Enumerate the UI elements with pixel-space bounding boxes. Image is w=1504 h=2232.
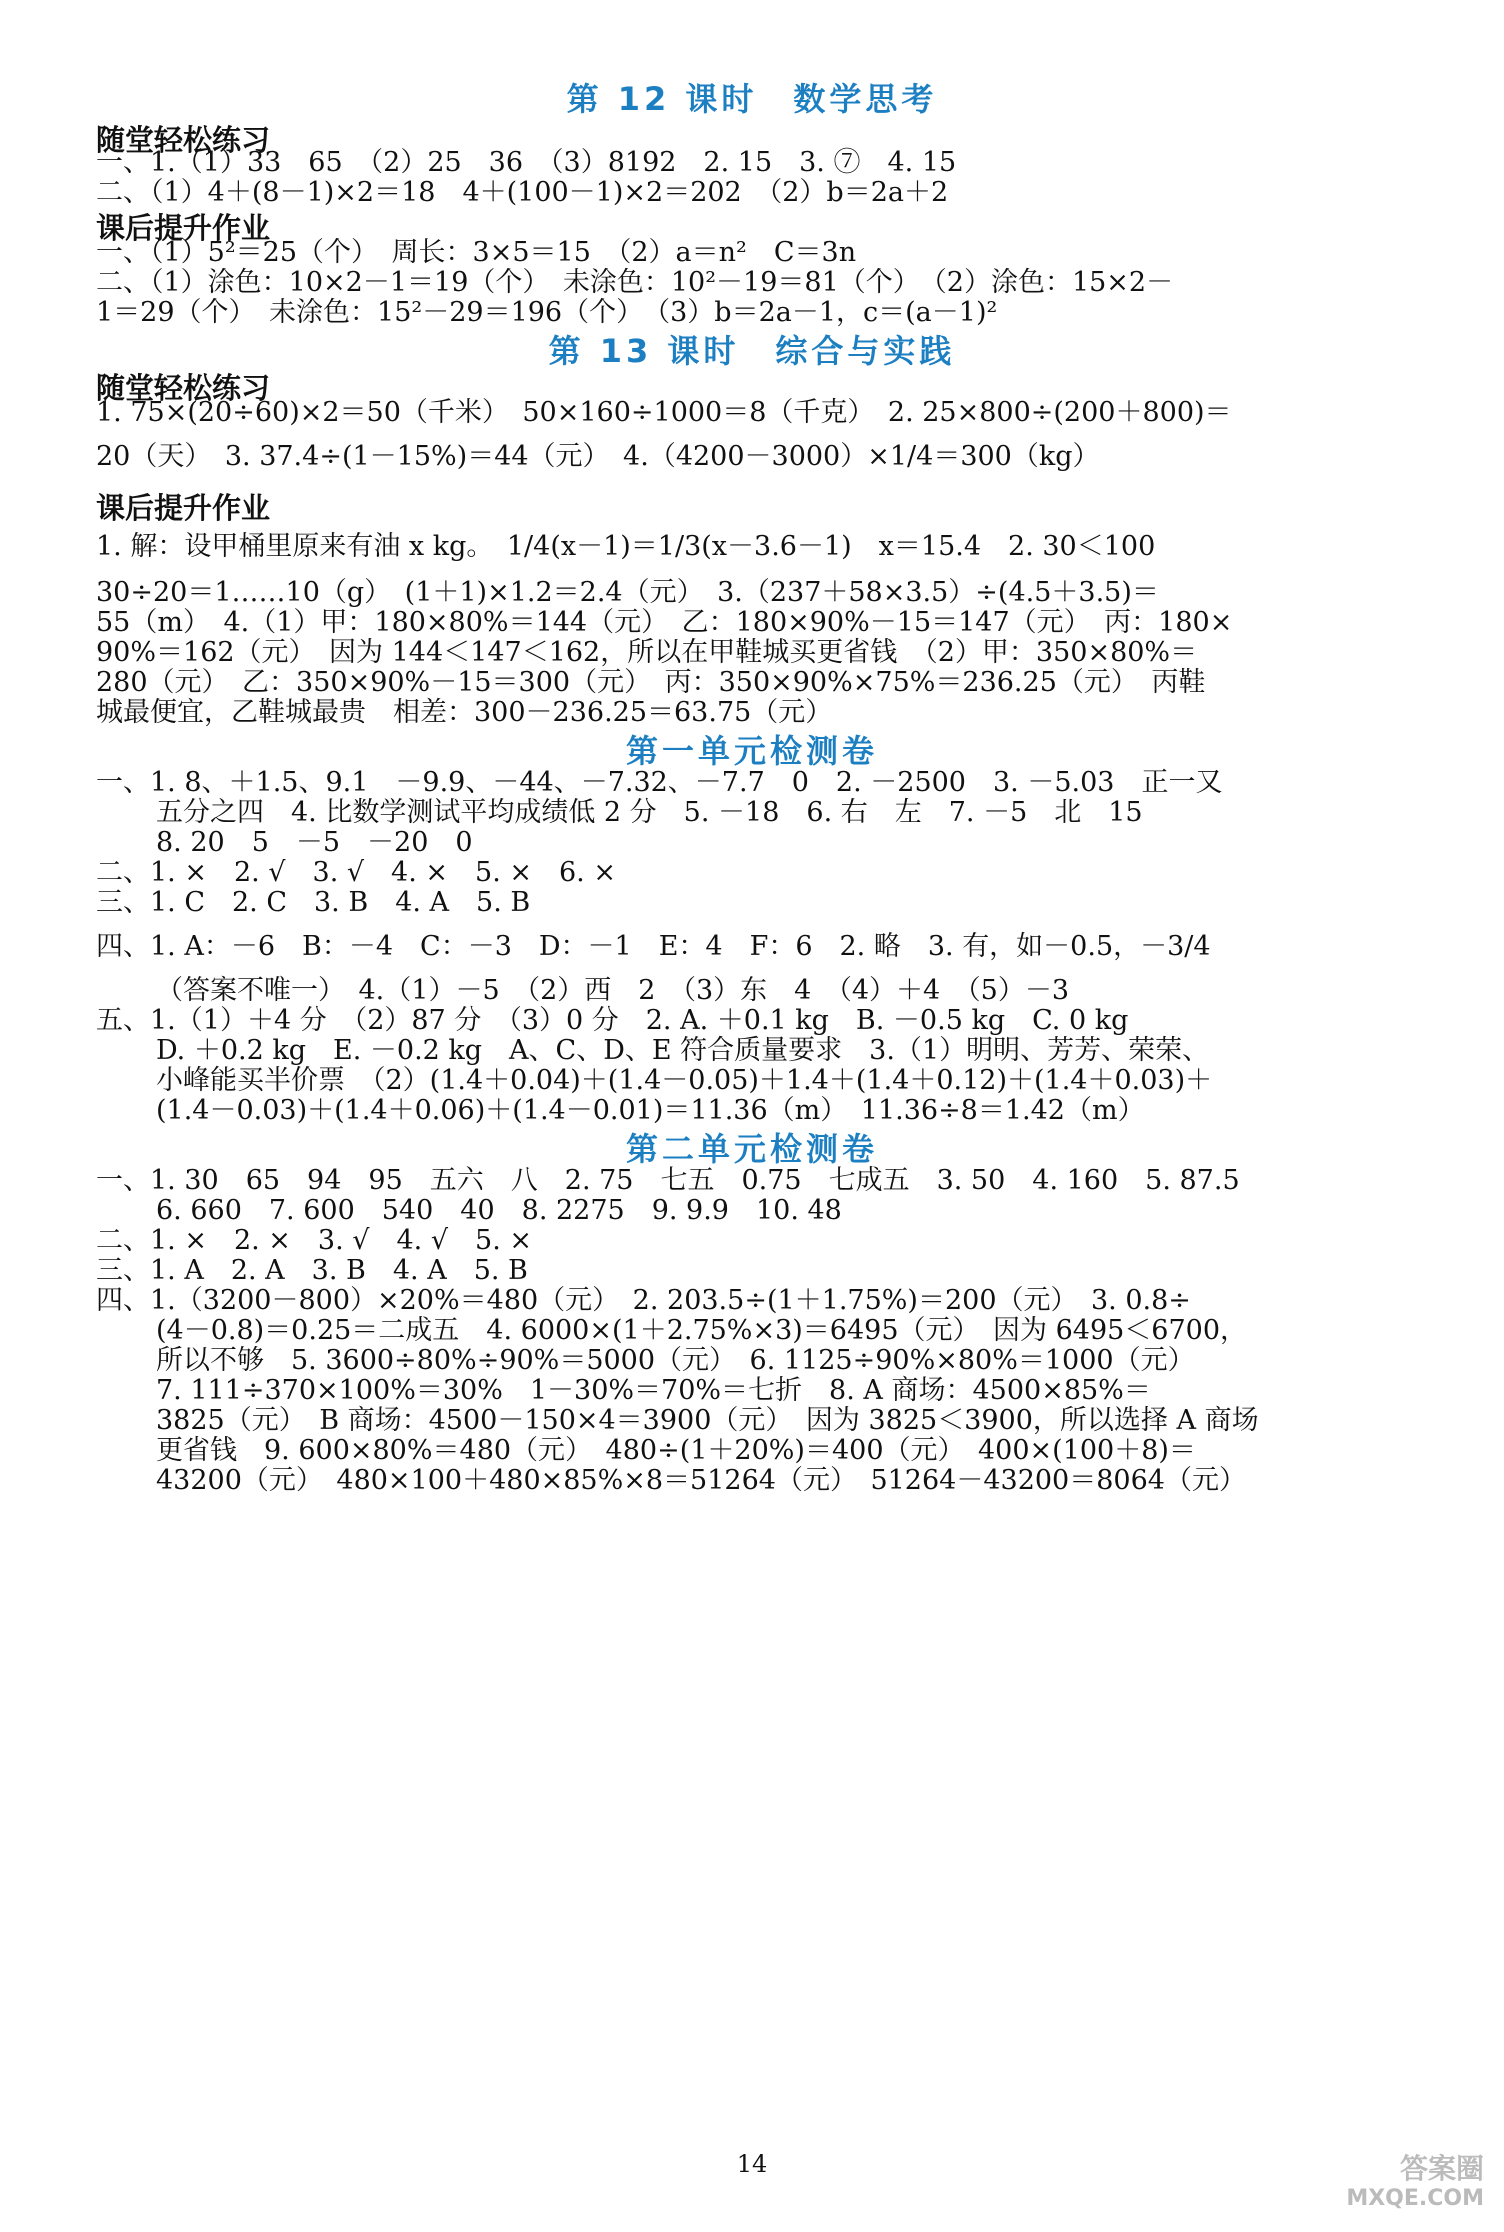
answer-line: 一、1.（1）33 65 （2）25 36 （3）8192 2. 15 3. ⑦ 4. 15 (96, 147, 957, 178)
answer-line: 四、1.（3200－800）×20%＝480（元） 2. 203.5÷(1＋1.75%)＝200（元） 3. 0.8÷ (96, 1285, 1191, 1316)
answer-line: 20（天） 3. 37.4÷(1－15%)＝44（元） 4.（4200－3000）×1/4＝300（kg） (96, 441, 1100, 472)
answer-line: 一、1. 8、＋1.5、9.1 －9.9、－44、－7.32、－7.7 0 2. －2500 3. －5.03 正一又 (96, 767, 1223, 798)
answer-line: 1. 解：设甲桶里原来有油 x kg。 1/4(x－1)＝1/3(x－3.6－1) x＝15.4 2. 30＜100 (96, 531, 1156, 562)
answer-line: 三、1. A 2. A 3. B 4. A 5. B (96, 1255, 528, 1286)
section-title-lesson-12: 第 12 课时 数学思考 (566, 80, 938, 118)
answer-line: （答案不唯一） 4.（1）－5 （2）西 2 （3）东 4 （4）＋4 （5）－3 (156, 975, 1070, 1006)
subheading-class-practice: 随堂轻松练习 (96, 123, 271, 157)
answer-line: 90%＝162（元） 因为 144＜147＜162，所以在甲鞋城买更省钱 （2）甲：350×80%＝ (96, 637, 1198, 668)
section-title-unit-1-test: 第一单元检测卷 (625, 732, 878, 770)
answer-line: 五分之四 4. 比数学测试平均成绩低 2 分 5. －18 6. 右 左 7. －5 北 15 (156, 797, 1143, 828)
answer-line: 3825（元） B 商场：4500－150×4＝3900（元） 因为 3825＜3900，所以选择 A 商场 (156, 1405, 1259, 1436)
answer-line: 二、（1）涂色：10×2－1＝19（个） 未涂色：10²－19＝81（个） （2）涂色：15×2－ (96, 267, 1174, 298)
subheading-homework: 课后提升作业 (96, 211, 271, 245)
answer-line: 三、1. C 2. C 3. B 4. A 5. B (96, 887, 531, 918)
answer-line: 55（m） 4.（1）甲：180×80%＝144（元） 乙：180×90%－15＝147（元） 丙：180× (96, 607, 1233, 638)
watermark-logo (1346, 2154, 1484, 2214)
watermark-text: 答案圈 (1399, 2152, 1484, 2185)
answer-line: 280（元） 乙：350×90%－15＝300（元） 丙：350×90%×75%＝236.25（元） 丙鞋 (96, 667, 1206, 698)
answer-line: 1＝29（个） 未涂色：15²－29＝196（个） （3）b＝2a－1，c＝(a－1)² (96, 297, 998, 328)
answer-line: D. ＋0.2 kg E. －0.2 kg A、C、D、E 符合质量要求 3.（1）明明、芳芳、荣荣、 (156, 1035, 1210, 1066)
section-title-lesson-13: 第 13 课时 综合与实践 (548, 332, 956, 370)
answer-line: (1.4－0.03)＋(1.4＋0.06)＋(1.4－0.01)＝11.36（m） 11.36÷8＝1.42（m） (156, 1095, 1145, 1126)
answer-line: 更省钱 9. 600×80%＝480（元） 480÷(1＋20%)＝400（元） 400×(100＋8)＝ (156, 1435, 1196, 1466)
answer-line: 7. 111÷370×100%＝30% 1－30%＝70%＝七折 8. A 商场：4500×85%＝ (156, 1375, 1151, 1406)
answer-line: 30÷20＝1……10（g） (1＋1)×1.2＝2.4（元） 3.（237＋58×3.5）÷(4.5＋3.5)＝ (96, 577, 1159, 608)
subheading-homework: 课后提升作业 (96, 491, 271, 525)
answer-line: 二、（1）4＋(8－1)×2＝18 4＋(100－1)×2＝202 （2）b＝2a＋2 (96, 177, 949, 208)
answer-line: 一、1. 30 65 94 95 五六 八 2. 75 七五 0.75 七成五 3. 50 4. 160 5. 87.5 (96, 1165, 1240, 1196)
subheading-class-practice: 随堂轻松练习 (96, 371, 271, 405)
watermark-url: MXQE.COM (1346, 2186, 1484, 2211)
answer-line: 一、（1）5²＝25（个） 周长：3×5＝15 （2）a＝n² C＝3n (96, 237, 857, 268)
answer-line: 城最便宜，乙鞋城最贵 相差：300－236.25＝63.75（元） (96, 697, 833, 728)
answer-line: (4－0.8)＝0.25＝二成五 4. 6000×(1＋2.75%×3)＝6495（元） 因为 6495＜6700， (156, 1315, 1248, 1346)
answer-line: 43200（元） 480×100＋480×85%×8＝51264（元） 51264－43200＝8064（元） (156, 1465, 1246, 1496)
page-number: 14 (736, 2150, 768, 2178)
answer-line: 1. 75×(20÷60)×2＝50（千米） 50×160÷1000＝8（千克） 2. 25×800÷(200＋800)＝ (96, 397, 1232, 428)
answer-line: 所以不够 5. 3600÷80%÷90%＝5000（元） 6. 1125÷90%×80%＝1000（元） (156, 1345, 1195, 1376)
answer-line: 小峰能买半价票 （2）(1.4＋0.04)＋(1.4－0.05)＋1.4＋(1.4＋0.12)＋(1.4＋0.03)＋ (156, 1065, 1213, 1096)
answer-line: 五、1.（1）＋4 分 （2）87 分 （3）0 分 2. A. ＋0.1 kg B. －0.5 kg C. 0 kg (96, 1005, 1129, 1036)
answer-line: 二、1. × 2. × 3. √ 4. √ 5. × (96, 1225, 532, 1256)
answer-line: 6. 660 7. 600 540 40 8. 2275 9. 9.9 10. 48 (156, 1195, 842, 1226)
answer-line: 二、1. × 2. √ 3. √ 4. × 5. × 6. × (96, 857, 616, 888)
section-title-unit-2-test: 第二单元检测卷 (625, 1130, 878, 1168)
answer-line: 8. 20 5 －5 －20 0 (156, 827, 473, 858)
answer-line: 四、1. A：－6 B：－4 C：－3 D：－1 E：4 F：6 2. 略 3. 有，如－0.5，－3/4 (96, 931, 1211, 962)
